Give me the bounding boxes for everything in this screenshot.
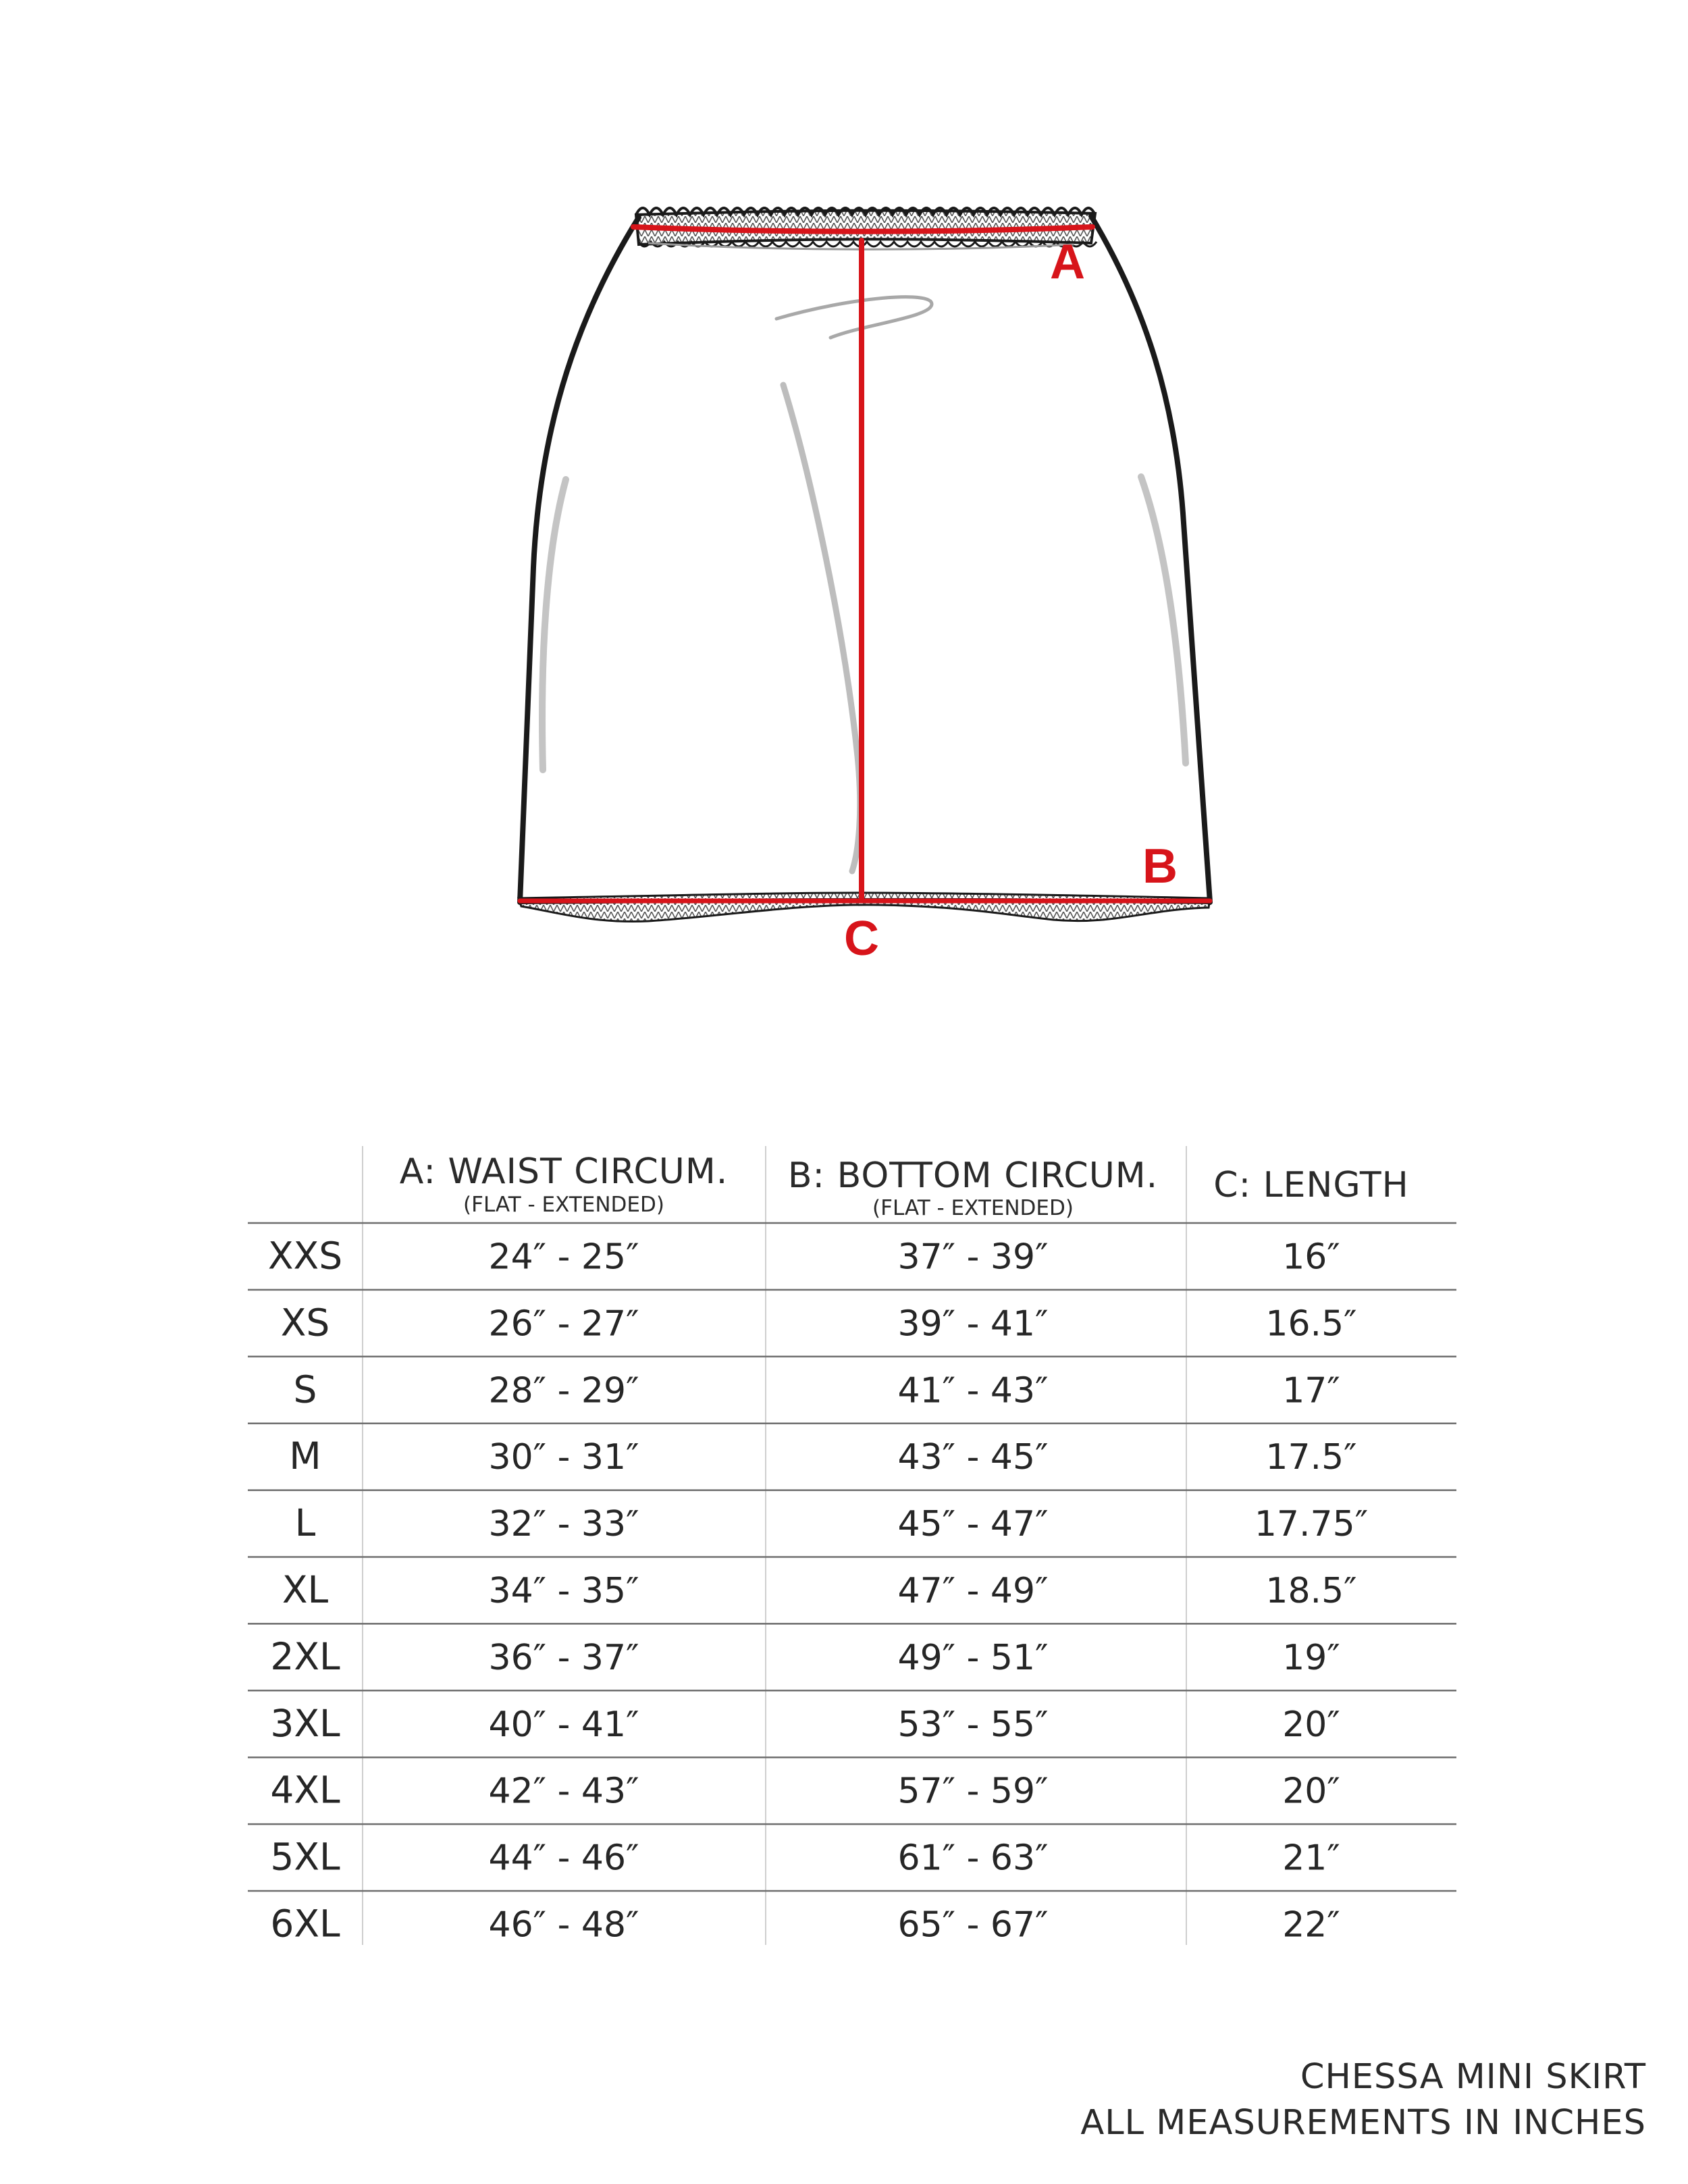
table-body — [268, 1234, 1368, 1945]
size-cell: XL — [282, 1567, 329, 1611]
waist-cell: 30″ - 31″ — [488, 1437, 639, 1478]
table-row — [295, 1501, 1368, 1544]
table-row — [294, 1368, 1340, 1411]
bottom-cell: 53″ - 55″ — [897, 1704, 1049, 1745]
size-cell: 5XL — [270, 1835, 340, 1879]
measurement-note: ALL MEASUREMENTS IN INCHES — [1080, 2103, 1646, 2143]
length-cell: 16″ — [1282, 1237, 1340, 1278]
size-cell: 6XL — [270, 1902, 340, 1945]
table-row — [282, 1568, 1357, 1611]
size-cell: S — [293, 1368, 317, 1411]
length-cell: 17″ — [1282, 1370, 1340, 1411]
size-cell: 4XL — [270, 1768, 340, 1812]
size-cell: 2XL — [270, 1634, 340, 1678]
header-bottom: B: BOTTOM CIRCUM. — [787, 1155, 1159, 1196]
bottom-cell: 37″ - 39″ — [897, 1237, 1049, 1278]
waist-cell: 36″ - 37″ — [488, 1637, 639, 1678]
length-cell: 18.5″ — [1265, 1570, 1357, 1611]
bottom-cell: 43″ - 45″ — [897, 1437, 1049, 1478]
footer-caption — [1080, 2054, 1646, 2146]
length-cell: 22″ — [1282, 1904, 1340, 1945]
table-row — [270, 1635, 1340, 1678]
length-cell: 21″ — [1282, 1838, 1340, 1879]
waist-cell: 46″ - 48″ — [488, 1904, 639, 1945]
length-cell: 20″ — [1282, 1771, 1340, 1812]
bottom-cell: 41″ - 43″ — [897, 1370, 1049, 1411]
waist-cell: 24″ - 25″ — [488, 1237, 639, 1278]
table-row — [268, 1234, 1340, 1277]
table-row — [281, 1301, 1357, 1344]
size-cell: L — [294, 1501, 316, 1545]
size-cell: XXS — [267, 1234, 343, 1278]
waist-cell: 32″ - 33″ — [488, 1504, 639, 1545]
bottom-cell: 65″ - 67″ — [897, 1904, 1049, 1945]
size-cell: XS — [280, 1301, 330, 1345]
waist-cell: 34″ - 35″ — [488, 1570, 639, 1611]
table-grid — [248, 1146, 1456, 1945]
length-cell: 20″ — [1282, 1704, 1340, 1745]
table-row — [289, 1434, 1356, 1478]
skirt-technical-drawing — [0, 0, 1688, 1013]
table-row — [270, 1836, 1340, 1879]
length-cell: 16.5″ — [1265, 1303, 1357, 1345]
waist-cell: 44″ - 46″ — [488, 1838, 639, 1879]
size-cell: M — [289, 1434, 321, 1478]
waist-cell: 26″ - 27″ — [488, 1303, 639, 1345]
bottom-cell: 47″ - 49″ — [897, 1570, 1049, 1611]
table-row — [270, 1902, 1340, 1945]
size-chart-table — [248, 1146, 1456, 1945]
table-row — [270, 1702, 1340, 1745]
waist-cell: 40″ - 41″ — [488, 1704, 639, 1745]
waist-label: A — [1050, 235, 1085, 289]
bottom-cell: 61″ - 63″ — [897, 1838, 1049, 1879]
bottom-cell: 45″ - 47″ — [897, 1504, 1049, 1545]
length-cell: 17.75″ — [1254, 1504, 1369, 1545]
header-waist: A: WAIST CIRCUM. — [399, 1151, 729, 1192]
bottom-cell: 49″ - 51″ — [897, 1637, 1049, 1678]
bottom-cell: 39″ - 41″ — [897, 1303, 1049, 1345]
product-name: CHESSA MINI SKIRT — [1300, 2057, 1646, 2097]
header-length: C: LENGTH — [1213, 1165, 1409, 1205]
header-bottom-sub: (FLAT - EXTENDED) — [872, 1196, 1074, 1220]
table-row — [270, 1769, 1340, 1812]
bottom-label: B — [1142, 839, 1178, 893]
length-label: C — [844, 912, 879, 966]
waist-cell: 42″ - 43″ — [488, 1771, 639, 1812]
length-cell: 17.5″ — [1265, 1437, 1357, 1478]
length-cell: 19″ — [1282, 1637, 1340, 1678]
header-waist-sub: (FLAT - EXTENDED) — [463, 1193, 664, 1217]
waist-cell: 28″ - 29″ — [488, 1370, 639, 1411]
skirt-outline — [520, 216, 1210, 902]
size-cell: 3XL — [270, 1701, 340, 1745]
bottom-cell: 57″ - 59″ — [897, 1771, 1049, 1812]
